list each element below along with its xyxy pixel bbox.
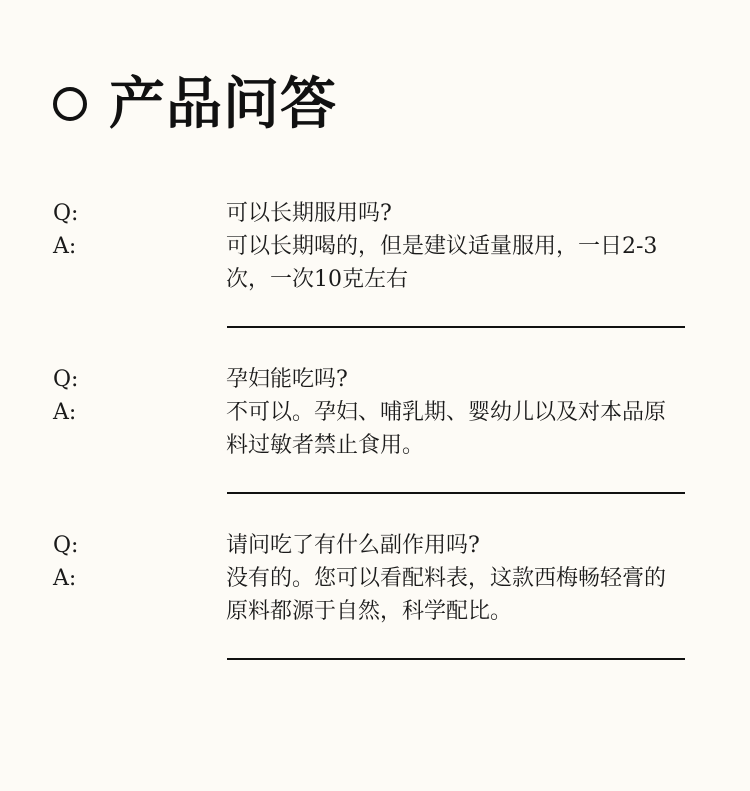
divider — [227, 492, 685, 494]
qa-item — [53, 197, 713, 296]
question-text: 请问吃了有什么副作用吗? — [226, 533, 480, 558]
question-label: Q: — [53, 201, 79, 226]
question-text: 孕妇能吃吗? — [226, 367, 348, 392]
question-row — [53, 363, 713, 396]
answer-text: 可以长期喝的，但是建议适量服用，一日2-3 次，一次10克左右 — [226, 234, 658, 292]
answer-row — [53, 396, 713, 462]
answer-row — [53, 230, 713, 296]
circle-icon — [53, 87, 87, 121]
question-label: Q: — [53, 367, 79, 392]
question-text: 可以长期服用吗? — [226, 201, 392, 226]
divider — [227, 658, 685, 660]
answer-text: 不可以。孕妇、哺乳期、婴幼儿以及对本品原 料过敏者禁止食用。 — [226, 400, 667, 458]
answer-text: 没有的。您可以看配料表，这款西梅畅轻膏的 原料都源于自然，科学配比。 — [226, 566, 667, 624]
answer-label: A: — [53, 566, 77, 591]
answer-row — [53, 562, 713, 628]
answer-label: A: — [53, 234, 77, 259]
question-row — [53, 529, 713, 562]
qa-item — [53, 363, 713, 462]
page-header — [53, 72, 337, 136]
answer-label: A: — [53, 400, 77, 425]
page-title: 产品问答 — [109, 71, 337, 137]
question-row — [53, 197, 713, 230]
divider — [227, 326, 685, 328]
question-label: Q: — [53, 533, 79, 558]
qa-item — [53, 529, 713, 628]
